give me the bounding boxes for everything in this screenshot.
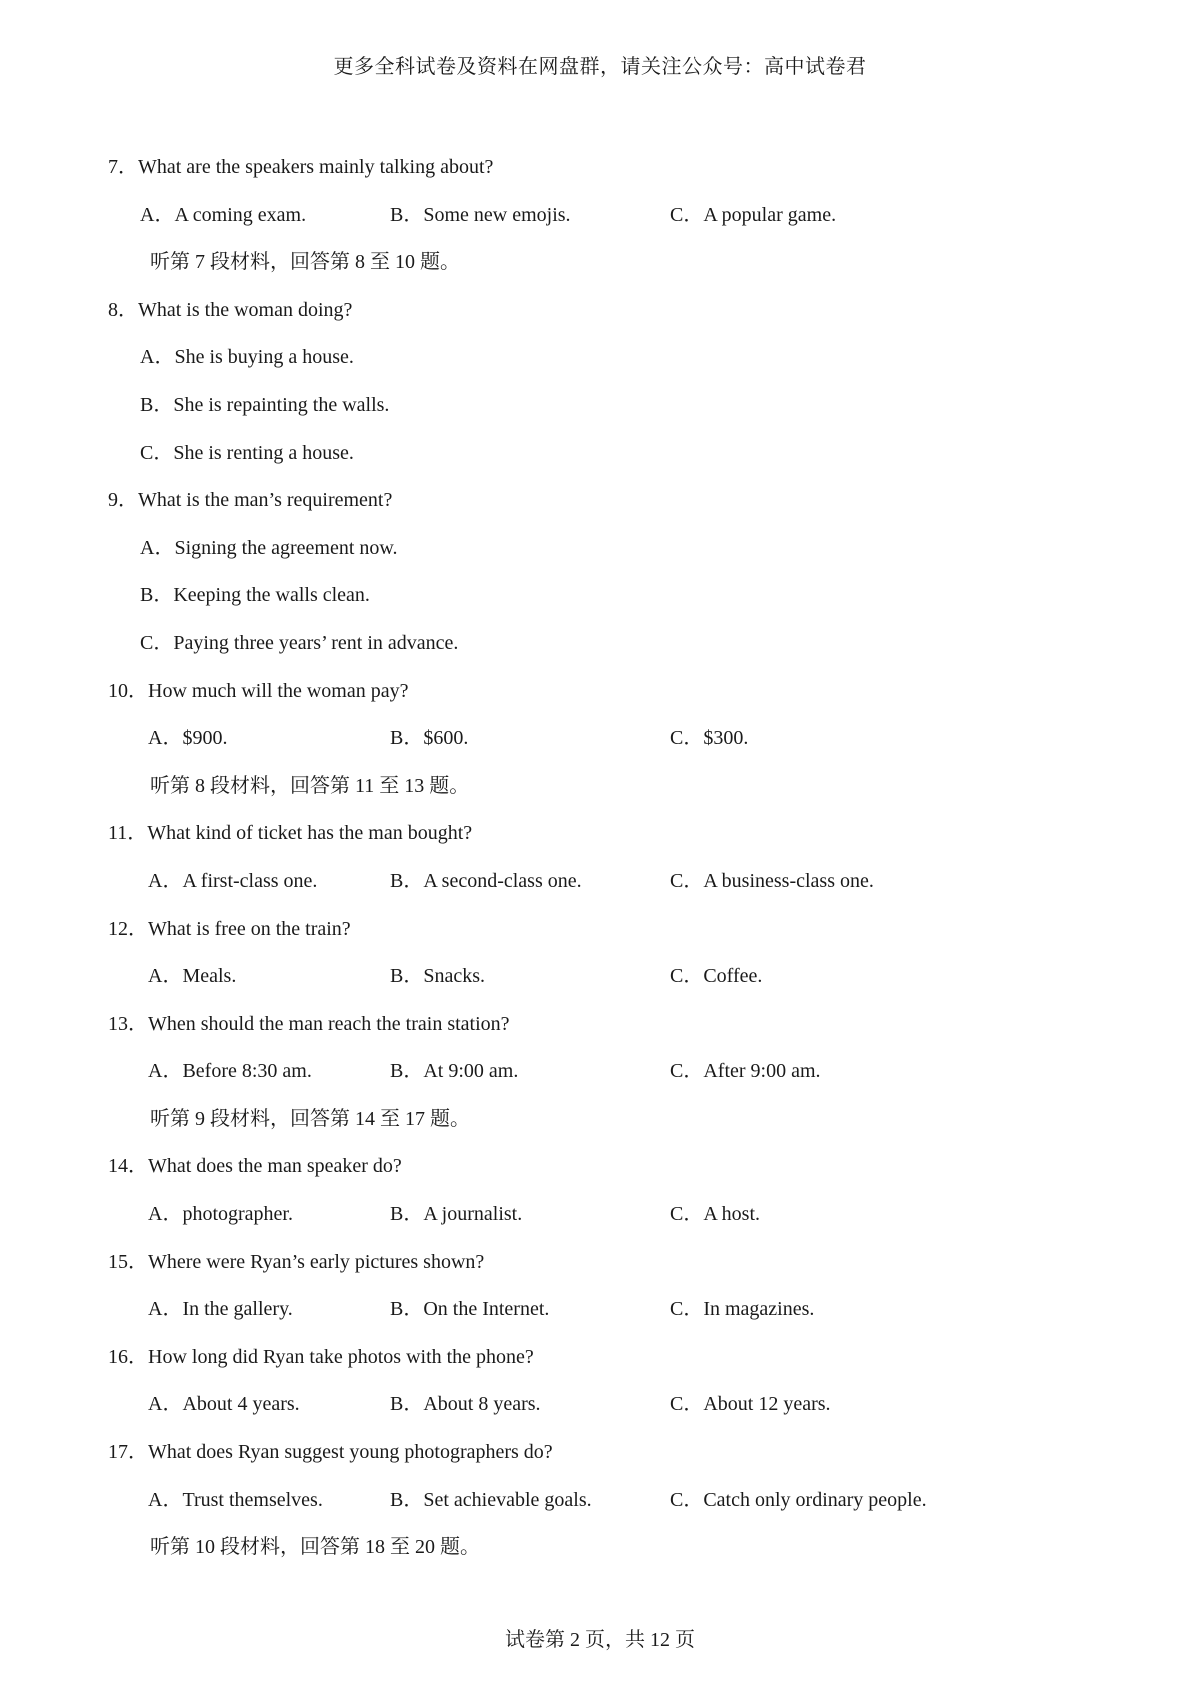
answer-options-row <box>108 1381 1148 1429</box>
answer-option: A．Trust themselves. <box>148 1488 323 1511</box>
question-text: 9．What is the man’s requirement? <box>108 489 393 512</box>
answer-option: A．$900. <box>148 727 228 750</box>
question-text: 12．What is free on the train? <box>108 917 351 940</box>
answer-option: C．She is renting a house. <box>140 441 354 464</box>
question-text: 16．How long did Ryan take photos with the phone? <box>108 1345 534 1368</box>
answer-option: C．$300. <box>670 727 749 750</box>
section-instruction: 听第 7 段材料，回答第 8 至 10 题。 <box>150 251 460 274</box>
section-instruction: 听第 8 段材料，回答第 11 至 13 题。 <box>150 774 470 797</box>
answer-option: A．About 4 years. <box>148 1393 300 1416</box>
section-instruction: 听第 10 段材料，回答第 18 至 20 题。 <box>150 1536 480 1559</box>
answer-option: A．Meals. <box>148 965 237 988</box>
answer-option: B．At 9:00 am. <box>390 1060 519 1083</box>
page-footer: 试卷第 2 页，共 12 页 <box>505 1629 695 1651</box>
answer-option: C．Catch only ordinary people. <box>670 1488 927 1511</box>
question-text: 15．Where were Ryan’s early pictures shown? <box>108 1250 485 1273</box>
answer-option: A．A first-class one. <box>148 869 318 892</box>
answer-option: A．Signing the agreement now. <box>140 536 398 559</box>
answer-option: B．Set achievable goals. <box>390 1488 592 1511</box>
section-instruction: 听第 9 段材料，回答第 14 至 17 题。 <box>150 1107 470 1130</box>
answer-option: C．Coffee. <box>670 965 763 988</box>
question-text: 17．What does Ryan suggest young photographers do? <box>108 1441 553 1464</box>
answer-option: B．On the Internet. <box>390 1298 550 1321</box>
answer-option: B．She is repainting the walls. <box>140 393 390 416</box>
answer-option: B．Keeping the walls clean. <box>140 584 370 607</box>
answer-options-row <box>108 1477 1148 1525</box>
answer-options-row <box>108 1286 1148 1334</box>
answer-option: C．Paying three years’ rent in advance. <box>140 631 459 654</box>
exam-content <box>108 144 1148 1572</box>
answer-option: A．In the gallery. <box>148 1298 293 1321</box>
answer-option: C．A popular game. <box>670 203 837 226</box>
answer-option: B．About 8 years. <box>390 1393 541 1416</box>
answer-option: B．A second-class one. <box>390 869 582 892</box>
answer-options-row <box>108 1191 1148 1239</box>
question-text: 8．What is the woman doing? <box>108 298 353 321</box>
answer-option: B．Snacks. <box>390 965 485 988</box>
answer-options-row <box>108 192 1148 240</box>
answer-option: A．Before 8:30 am. <box>148 1060 312 1083</box>
answer-options-row <box>108 858 1148 906</box>
answer-options-row <box>108 1048 1148 1096</box>
answer-option: A．photographer. <box>148 1203 293 1226</box>
question-text: 11．What kind of ticket has the man bought? <box>108 822 473 845</box>
answer-option: C．About 12 years. <box>670 1393 831 1416</box>
answer-options-row <box>108 715 1148 763</box>
question-text: 14．What does the man speaker do? <box>108 1155 402 1178</box>
page-header: 更多全科试卷及资料在网盘群，请关注公众号：高中试卷君 <box>333 56 867 78</box>
answer-option: B．Some new emojis. <box>390 203 571 226</box>
question-text: 7．What are the speakers mainly talking about? <box>108 156 494 178</box>
answer-option: C．A host. <box>670 1203 761 1226</box>
answer-option: C．A business-class one. <box>670 869 874 892</box>
answer-option: B．A journalist. <box>390 1203 523 1226</box>
question-text: 13．When should the man reach the train station? <box>108 1012 510 1035</box>
answer-option: C．After 9:00 am. <box>670 1060 821 1083</box>
answer-option: C．In magazines. <box>670 1298 815 1321</box>
question-text: 10．How much will the woman pay? <box>108 679 409 702</box>
answer-options-row <box>108 953 1148 1001</box>
answer-option: B．$600. <box>390 727 469 750</box>
answer-option: A．A coming exam. <box>140 203 307 226</box>
answer-option: A．She is buying a house. <box>140 346 354 369</box>
